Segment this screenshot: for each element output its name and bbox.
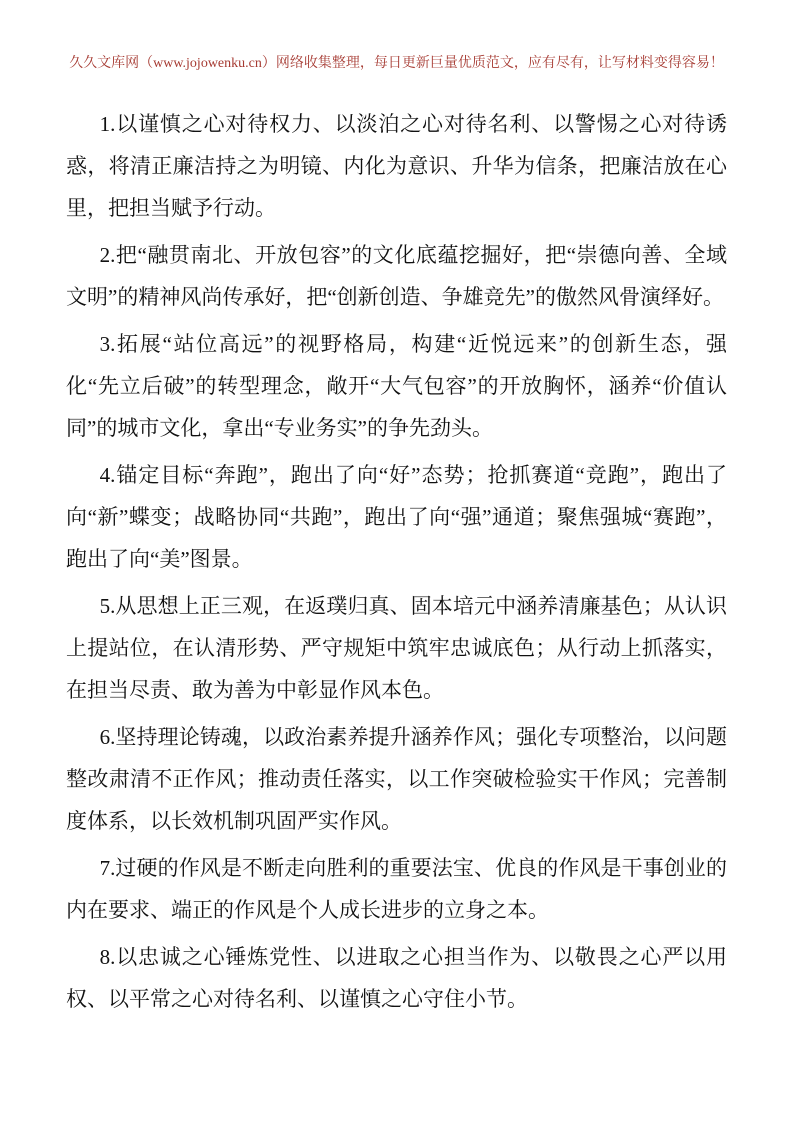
paragraph: 2.把“融贯南北、开放包容”的文化底蕴挖掘好，把“崇德向善、全域文明”的精神风尚传承好，把“创新创造、争雄竞先”的傲然风骨演绎好。 xyxy=(66,243,727,309)
paragraph: 5.从思想上正三观，在返璞归真、固本培元中涵养清廉基色；从认识上提站位，在认清形势、严守规矩中筑牢忠诚底色；从行动上抓落实，在担当尽责、敢为善为中彰显作风本色。 xyxy=(66,594,727,702)
paragraph-list xyxy=(66,103,727,1020)
paragraph: 7.过硬的作风是不断走向胜利的重要法宝、优良的作风是干事创业的内在要求、端正的作风是个人成长进步的立身之本。 xyxy=(66,856,727,922)
paragraph: 6.坚持理论铸魂，以政治素养提升涵养作风；强化专项整治，以问题整改肃清不正作风；推动责任落实，以工作突破检验实干作风；完善制度体系，以长效机制巩固严实作风。 xyxy=(66,725,727,833)
paragraph: 8.以忠诚之心锤炼党性、以进取之心担当作为、以敬畏之心严以用权、以平常之心对待名利、以谨慎之心守住小节。 xyxy=(66,945,727,1011)
paragraph: 4.锚定目标“奔跑”，跑出了向“好”态势；抢抓赛道“竞跑”，跑出了向“新”蝶变；战略协同“共跑”，跑出了向“强”通道；聚焦强城“赛跑”，跑出了向“美”图景。 xyxy=(66,463,727,571)
site-watermark-header: 久久文库网（www.jojowenku.cn）网络收集整理，每日更新巨量优质范文，应有尽有，让写材料变得容易！ xyxy=(69,56,724,71)
paragraph: 1.以谨慎之心对待权力、以淡泊之心对待名利、以警惕之心对待诱惑，将清正廉洁持之为明镜、内化为意识、升华为信条，把廉洁放在心里，把担当赋予行动。 xyxy=(66,112,727,220)
paragraph: 3.拓展“站位高远”的视野格局，构建“近悦远来”的创新生态，强化“先立后破”的转型理念，敞开“大气包容”的开放胸怀，涵养“价值认同”的城市文化，拿出“专业务实”的争先劲头。 xyxy=(66,332,727,440)
